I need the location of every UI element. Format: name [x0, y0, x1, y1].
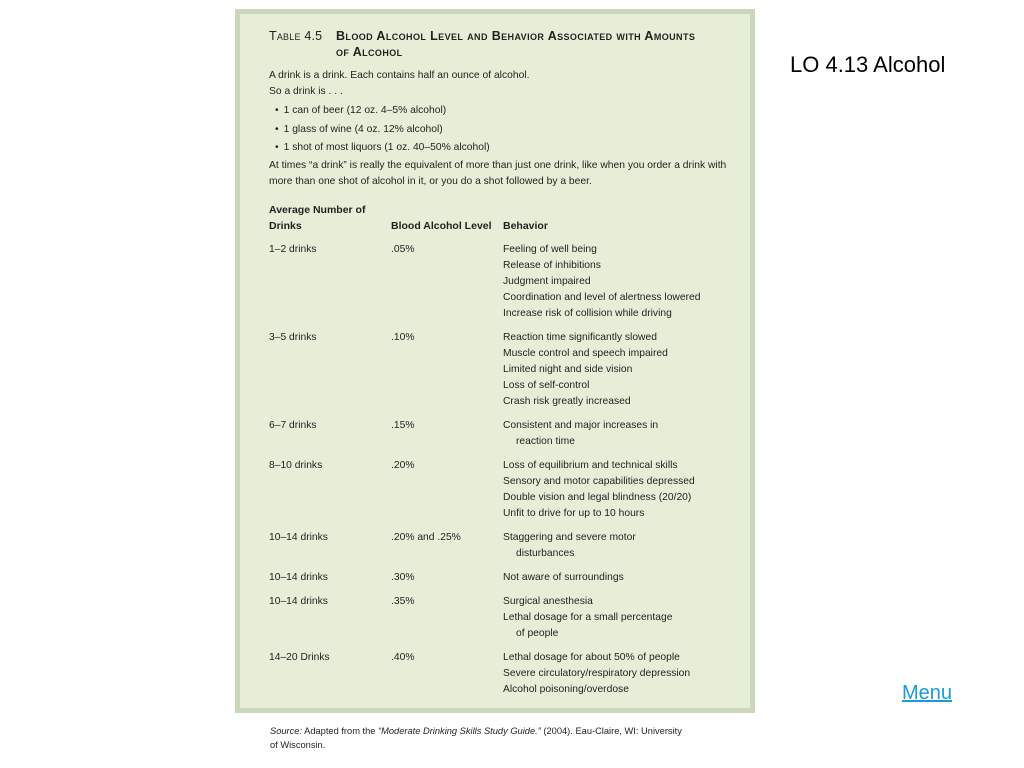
table-row [269, 650, 729, 706]
behavior-line: Unfit to drive for up to 10 hours [503, 507, 645, 519]
behavior-line: Muscle control and speech impaired [503, 347, 668, 359]
table-row [269, 458, 729, 530]
intro-line-2: So a drink is . . . [269, 86, 343, 97]
header-behavior: Behavior [503, 219, 548, 232]
behavior-line: Double vision and legal blindness (20/20) [503, 491, 692, 503]
behavior-line: Limited night and side vision [503, 363, 633, 375]
cell-bac: .20% [391, 459, 415, 471]
table-row [269, 330, 729, 418]
behavior-line: Judgment impaired [503, 275, 591, 287]
intro-note: At times “a drink” is really the equivalent of more than just one drink, like when you order a drink with more than one shot of alcohol in it, or you do a shot followed by a beer. [269, 159, 727, 187]
behavior-line: Feeling of well being [503, 243, 597, 255]
cell-bac: .15% [391, 419, 415, 431]
cell-behavior [503, 594, 729, 650]
cell-drinks: 10–14 drinks [269, 531, 328, 543]
behavior-line: Coordination and level of alertness lowered [503, 291, 701, 303]
cell-bac: .10% [391, 331, 415, 343]
table-number: Table 4.5 [269, 29, 323, 43]
header-drinks: Average Number of Drinks [269, 203, 366, 232]
behavior-line: Severe circulatory/respiratory depression [503, 667, 691, 679]
slide-title: LO 4.13 Alcohol [790, 52, 946, 77]
cell-drinks: 3–5 drinks [269, 331, 317, 343]
cell-bac: .35% [391, 595, 415, 607]
behavior-line: of people [516, 627, 559, 639]
behavior-line: Staggering and severe motor [503, 531, 636, 543]
table-intro [269, 68, 730, 190]
drink-definition-list [269, 102, 730, 158]
cell-drinks: 1–2 drinks [269, 243, 317, 255]
cell-drinks: 10–14 drinks [269, 595, 328, 607]
cell-behavior [503, 530, 729, 570]
bac-table [269, 202, 729, 706]
source-label: Source: [270, 726, 303, 736]
drink-definition-item: • 1 shot of most liquors (1 oz. 40–50% alcohol) [269, 139, 730, 158]
cell-behavior [503, 650, 729, 706]
header-bac: Blood Alcohol Level [391, 219, 492, 232]
source-citation [270, 724, 690, 752]
behavior-line: Not aware of surroundings [503, 571, 624, 583]
intro-line-1: A drink is a drink. Each contains half an ounce of alcohol. [269, 70, 530, 81]
behavior-line: Sensory and motor capabilities depressed [503, 475, 695, 487]
table-title: Blood Alcohol Level and Behavior Associated with Amounts of Alcohol [336, 29, 696, 59]
drink-definition-item: • 1 can of beer (12 oz. 4–5% alcohol) [269, 102, 730, 121]
cell-behavior [503, 418, 729, 458]
table-panel [235, 9, 755, 713]
behavior-line: reaction time [516, 435, 575, 447]
behavior-line: Alcohol poisoning/overdose [503, 683, 629, 695]
table-row [269, 418, 729, 458]
drink-definition-item: • 1 glass of wine (4 oz. 12% alcohol) [269, 121, 730, 140]
menu-link[interactable]: Menu [902, 682, 953, 704]
behavior-line: Loss of self-control [503, 379, 590, 391]
cell-bac: .40% [391, 651, 415, 663]
table-body [269, 242, 729, 706]
cell-bac: .05% [391, 243, 415, 255]
source-title: “Moderate Drinking Skills Study Guide.” [378, 726, 541, 736]
table-row [269, 530, 729, 570]
behavior-line: Release of inhibitions [503, 259, 601, 271]
table-header-row [269, 202, 729, 242]
cell-behavior [503, 330, 729, 418]
cell-drinks: 6–7 drinks [269, 419, 317, 431]
cell-bac: .20% and .25% [391, 531, 461, 543]
cell-bac: .30% [391, 571, 415, 583]
table-row [269, 242, 729, 330]
behavior-line: Crash risk greatly increased [503, 395, 631, 407]
table-row [269, 570, 729, 594]
behavior-line: Loss of equilibrium and technical skills [503, 459, 678, 471]
cell-drinks: 14–20 Drinks [269, 651, 330, 663]
behavior-line: Increase risk of collision while driving [503, 307, 672, 319]
table-panel-inner [240, 14, 750, 708]
source-text-after: (2004). Eau-Claire, WI: University of Wisconsin. [270, 726, 682, 750]
source-text-before: Adapted from the [304, 726, 376, 736]
behavior-line: Surgical anesthesia [503, 595, 593, 607]
cell-behavior [503, 242, 729, 330]
table-heading [269, 28, 730, 60]
cell-behavior [503, 458, 729, 530]
behavior-line: Consistent and major increases in [503, 419, 659, 431]
behavior-line: disturbances [516, 547, 575, 559]
table-row [269, 594, 729, 650]
cell-behavior [503, 570, 729, 594]
behavior-line: Lethal dosage for a small percentage [503, 611, 673, 623]
cell-drinks: 10–14 drinks [269, 571, 328, 583]
cell-drinks: 8–10 drinks [269, 459, 323, 471]
behavior-line: Lethal dosage for about 50% of people [503, 651, 680, 663]
behavior-line: Reaction time significantly slowed [503, 331, 657, 343]
